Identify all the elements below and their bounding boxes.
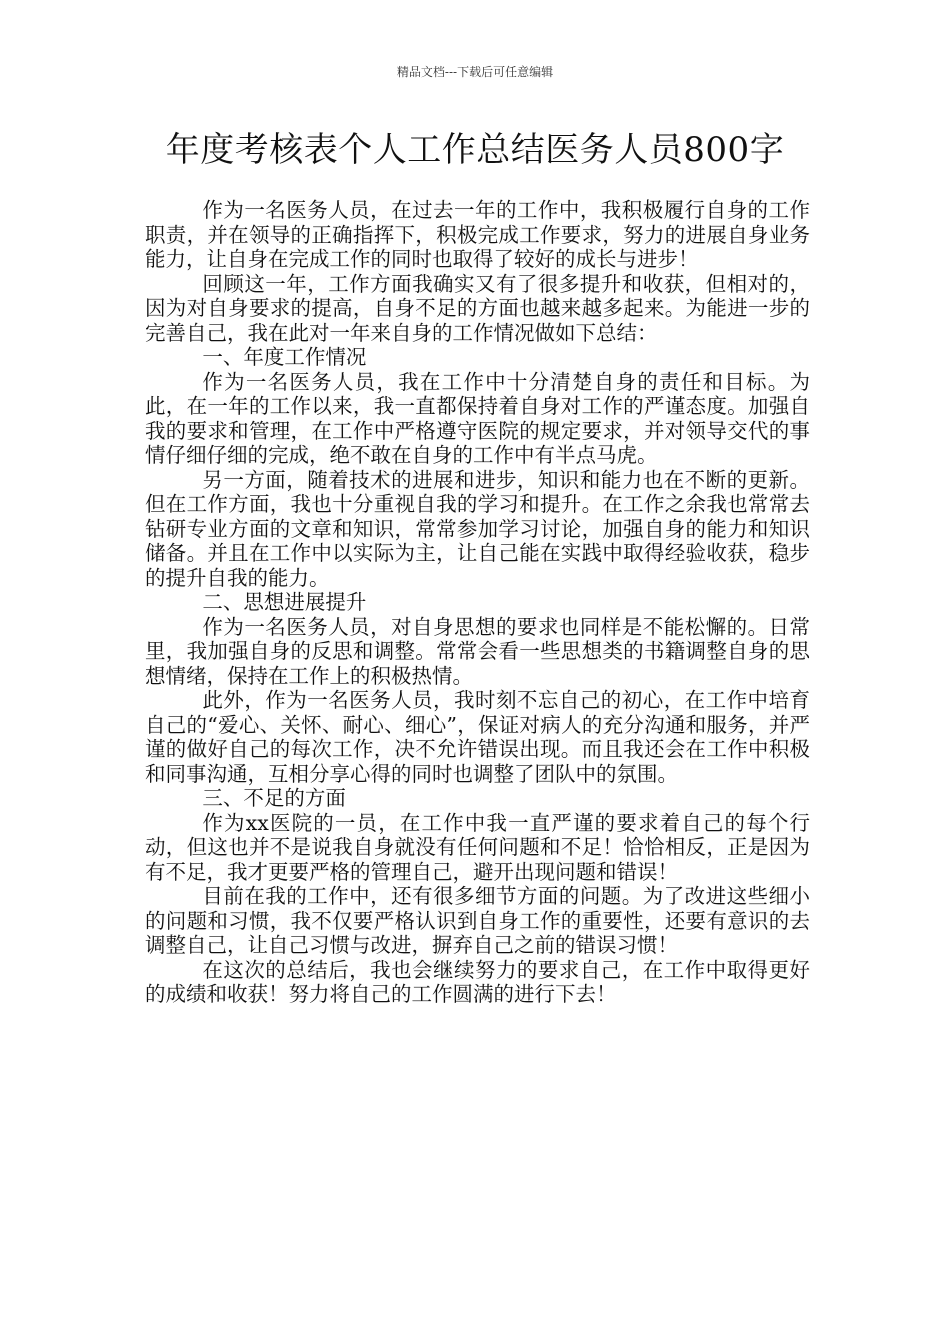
paragraph-intro: 作为一名医务人员，在过去一年的工作中，我积极履行自身的工作职责，并在领导的正确指挥下，积极完成工作要求，努力的进展自身业务能力，让自身在完成工作的同时也取得了较好的成长与进步！: [145, 198, 810, 271]
paragraph-shortcomings-1: 作为xx医院的一员，在工作中我一直严谨的要求着自己的每个行动，但这也并不是说我自身就没有任何问题和不足！恰恰相反，正是因为有不足，我才更要严格的管理自己，避开出现问题和错误！: [145, 810, 810, 884]
paragraph-thought-2: 此外，作为一名医务人员，我时刻不忘自己的初心，在工作中培育自己的“爱心、关怀、耐心、细心”，保证对病人的充分沟通和服务，并严谨的做好自己的每次工作，决不允许错误出现。而且我还会在工作中积极和同事沟通，互相分享心得的同时也调整了团队中的氛围。: [145, 688, 810, 786]
paragraph-annual-work-2: 另一方面，随着技术的进展和进步，知识和能力也在不断的更新。但在工作方面，我也十分重视自我的学习和提升。在工作之余我也常常去钻研专业方面的文章和知识，常常参加学习讨论，加强自身的能力和知识储备。并且在工作中以实际为主，让自己能在实践中取得经验收获，稳步的提升自我的能力。: [145, 467, 810, 590]
paragraph-shortcomings-2: 目前在我的工作中，还有很多细节方面的问题。为了改进这些细小的问题和习惯，我不仅要严格认识到自身工作的重要性，还要有意识的去调整自己，让自己习惯与改进，摒弃自己之前的错误习惯！: [145, 884, 810, 957]
section-heading-shortcomings: 三、不足的方面: [202, 786, 346, 810]
header-note: 精品文档---下载后可任意编辑: [396, 65, 554, 79]
paragraph-conclusion: 在这次的总结后，我也会继续努力的要求自己，在工作中取得更好的成绩和收获！努力将自己的工作圆满的进行下去！: [145, 957, 810, 1006]
paragraph-review: 回顾这一年，工作方面我确实又有了很多提升和收获，但相对的，因为对自身要求的提高，自身不足的方面也越来越多起来。为能进一步的完善自己，我在此对一年来自身的工作情况做如下总结：: [145, 271, 810, 345]
section-heading-thought-progress: 二、思想进展提升: [202, 590, 367, 614]
paragraph-thought-1: 作为一名医务人员，对自身思想的要求也同样是不能松懈的。日常里，我加强自身的反思和调整。常常会看一些思想类的书籍调整自身的思想情绪，保持在工作上的积极热情。: [145, 614, 810, 688]
document-body: [145, 198, 810, 1007]
section-heading-annual-work: 一、年度工作情况: [202, 345, 367, 369]
document-title: 年度考核表个人工作总结医务人员800字: [165, 130, 785, 170]
paragraph-annual-work-1: 作为一名医务人员，我在工作中十分清楚自身的责任和目标。为此，在一年的工作以来，我一直都保持着自身对工作的严谨态度。加强自我的要求和管理，在工作中严格遵守医院的规定要求，并对领导交代的事情仔细仔细的完成，绝不敢在自身的工作中有半点马虎。: [145, 369, 810, 467]
